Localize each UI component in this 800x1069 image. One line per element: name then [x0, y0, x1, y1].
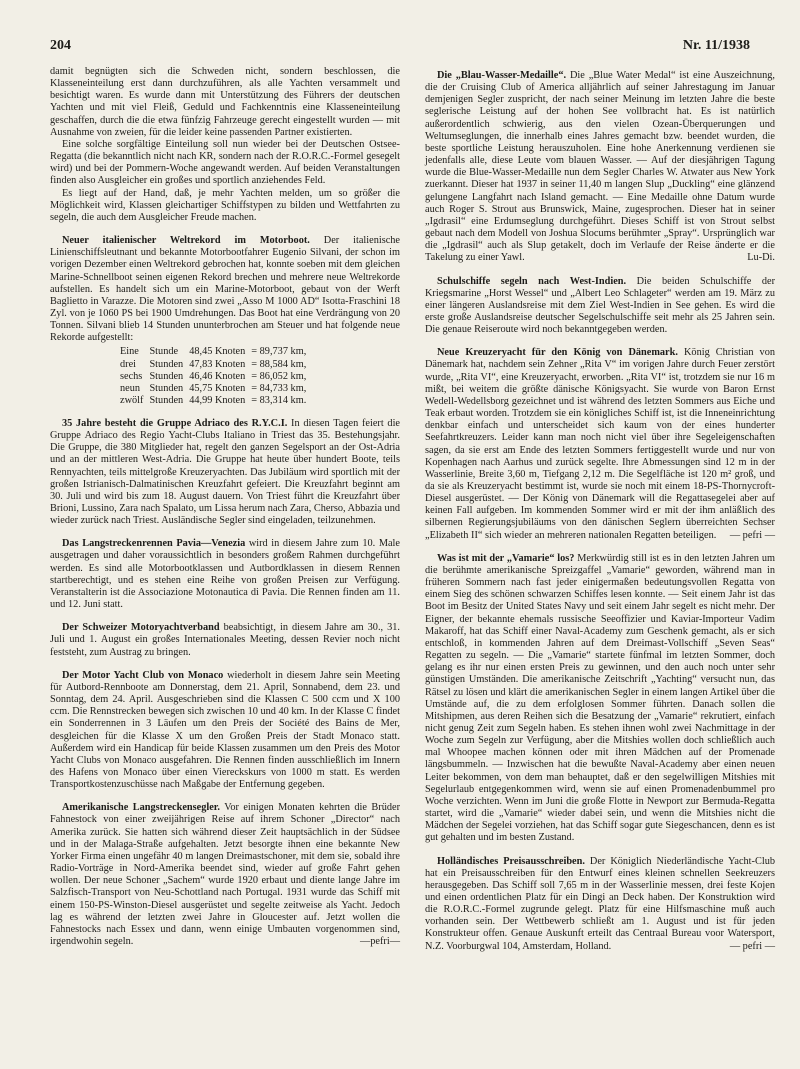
author-signature: — pefri —	[729, 940, 775, 952]
article-world-record	[50, 235, 400, 344]
author-signature: —pefri—	[359, 936, 400, 947]
table-row: sechs Stunden 46,46 Knoten = 86,052 km,	[120, 370, 307, 382]
article-text: Vor einigen Monaten kehrten die Brüder Fahnestock von einer zweijährigen Reise auf ihrem Schoner „Director“ nach Amerika zurück. Sie hatten sich während dieser Zeit hauptsächlich in der Südsee und in der Malaga-Straße aufgehalten. Jetzt besorgte ihnen eine bekannte New Yorker Firma einen ungefähr 40 m langen Dreimastschoner, mit dem sie, sobald ihre Radio-Vorträge in Nord-Amerika beendet sind, wieder auf große Fahrt gehen wollen. Der neue Schoner „Sachem“ wurde 1920 erbaut und diente lange Jahre im Salzfisch-Transport von Neu-Schottland nach Portugal. 1931 wurde das Schiff mit einem 150-PS-Winston-Diesel ausgerüstet und segelte zeitweise als Yacht. Jedoch lag es während der letzten zwei Jahre in Gloucester auf. Jetzt wollen die Fahnestocks nach Essex und dann, wenn einige Umbauten vorgenommen sind, irgendwohin segeln.	[50, 802, 400, 947]
article-american-sailors	[50, 802, 400, 948]
article-heading: Neuer italienischer Weltrekord im Motorboot.	[62, 235, 310, 247]
article-text: wiederholt in diesem Jahre sein Meeting für Autbord-Rennboote am Donnerstag, dem 21. April, Sonnabend, dem 23. und Sonntag, dem 24. April. Ausgeschrieben sind die Klassen C 500 ccm und X 100 ccm. Die Rennstrecken bewegen sich zwischen 10 und 40 km. In der Klasse C findet ein Sonderrennen in 3 Läufen um den Preis der Société des Bains de Mer, desgleichen für die Klasse X um den Großen Preis der Stadt Monaco statt. Außerdem wird ein Handicap für beide Klassen zusammen um den Preis des Motor Yacht Clubs von Monaco ausgefahren. Die Rennen finden ausschließlich im Innern des Hafens von Monaco über einen Viereckskurs von 1000 m statt. Es werden Transportkostenzuschüsse nach Maßgabe der Entfernung gegeben.	[50, 669, 400, 791]
article-heading: Amerikanische Langstreckensegler.	[62, 802, 221, 814]
table-row: zwölf Stunden 44,99 Knoten = 83,314 km.	[120, 394, 307, 406]
article-heading: Was ist mit der „Vamarie“ los?	[437, 552, 575, 564]
article-dutch-competition	[425, 856, 775, 953]
article-heading: Die „Blau-Wasser-Medaille“.	[437, 70, 567, 81]
table-row: Eine Stunde 48,45 Knoten = 89,737 km,	[120, 346, 307, 358]
article-monaco	[50, 670, 400, 792]
author-signature: Lu-Di.	[747, 252, 775, 264]
paragraph: damit begnügten sich die Schweden nicht, sondern beschlossen, die Klasseneinteilung erst dann durchzuführen, als alle Yachten versammelt und besichtigt waren. Es wurde dann mit Unterstützung des Führers der deutschen Yachten und mit viel Fleiß, Geduld und Fachkenntnis eine Klasseneinteilung geschaffen, durch die die etwa fünfzig Fahrzeuge gerecht eingestellt wurden — mit Ausnahme von zweien, für die leider keine passenden Partner existierten.	[50, 66, 400, 138]
paragraph: Eine solche sorgfältige Einteilung soll nun wieder bei der Deutschen Ostsee-Regatta (die bekanntlich nicht nach KR, sondern nach der R.O.R.C.-Formel gesegelt wird) und bei der Pommern-Woche angewandt werden. Auf beiden Veranstaltungen finden also Ausgleicher ein großes und sportlich anziehendes Feld.	[50, 138, 400, 187]
article-text: Der italienische Linienschiffsleutnant und bekannte Motorbootfahrer Eugenio Silvani, der schon im vorigen Dezember einen Weltrekord gebrochen hat, konnte soeben mit dem gleichen Marine-Schnellboot seinen eigenen Rekord brechen und mehrere neue Weltrekorde aufstellen. Es handelt sich um ein Marine-Motorboot, gebaut von der Werft Baglietto in Varazze. Die Motoren sind zwei „Asso M 1000 AD“ Isotta-Fraschini 18 Zyl. von je 1060 PS bei 1900 Umdrehungen. Das Boot hat eine Verdrängung von 20 Tonnen. Silvani blieb 14 Stunden ununterbrochen am Steuer und hat folgende neue Rekorde aufgestellt:	[50, 235, 401, 344]
paragraph: Es liegt auf der Hand, daß, je mehr Yachten melden, um so größer die Möglichkeit wird, Klassen gleichartiger Schiffstypen zu bilden und Wettfahrten zu segeln, die auch dem Ausgleicher Freude machen.	[50, 187, 400, 223]
article-training-ships	[425, 276, 775, 337]
page-number: 204	[50, 38, 71, 53]
left-column	[50, 66, 400, 948]
article-pavia-venezia	[50, 538, 400, 611]
article-heading: Schulschiffe segeln nach West-Indien.	[437, 275, 627, 287]
article-heading: Neue Kreuzeryacht für den König von Dänemark.	[437, 347, 678, 359]
article-heading: Holländisches Preisausschreiben.	[437, 855, 585, 867]
page-header	[42, 38, 758, 60]
records-table	[120, 346, 312, 406]
article-danish-king-yacht	[425, 347, 775, 542]
table-row: neun Stunden 45,75 Knoten = 84,733 km,	[120, 382, 307, 394]
article-swiss-motoryacht	[50, 622, 400, 658]
article-text: beabsichtigt, in diesem Jahre am 30., 31. Juli und 1. August ein großes Internationales Meeting, dessen Revier noch nicht feststeht, zum Austrag zu bringen.	[50, 622, 401, 658]
article-text: wird in diesem Jahre zum 10. Male ausgetragen und daher voraussichtlich in besonders großem Rahmen durchgeführt werden. Es sind alle Motorbootklassen und Autbordklassen in diesem Rennen startberechtigt, und es stehen eine Reihe von großen Preisen zur Verfügung. Veranstalterin ist die Associazione Motonautica di Pavia. Die Rennen finden am 11. und 12. Juni statt.	[50, 538, 400, 611]
article-heading: 35 Jahre besteht die Gruppe Adriaco des R.Y.C.I.	[62, 417, 288, 429]
author-signature: — pefri —	[729, 529, 775, 541]
article-blue-water-medal	[425, 70, 775, 265]
article-heading: Der Schweizer Motoryachtverband	[62, 622, 220, 634]
article-heading: Das Langstreckenrennen Pavia—Venezia	[62, 538, 246, 550]
issue-number: Nr. 11/1938	[682, 38, 750, 53]
article-text: Der Königlich Niederländische Yacht-Club hat ein Preisausschreiben für den Entwurf eines kleinen schnellen Seekreuzers herausgegeben. Das Schiff soll 7,65 m in der Wasserlinie messen, drei feste Kojen und einen ordentlichen Platz für ein Dingi an Deck haben. Der Konstruktion wird die R.O.R.C.-Formel zugrunde gelegt. Platz für eine Hilfsmaschine muß auch vorhanden sein. Der Wettbewerb schließt am 1. August und ist für jeden Konstrukteur offen. Genaue Auskunft erteilt das Centraal Bureau voor Watersport, N.Z. Voorburgwal 104, Amsterdam, Holland.	[425, 855, 775, 952]
article-text: In diesen Tagen feiert die Gruppe Adriaco des Regio Yacht-Clubs Italiano in Triest das 35. Bestehungsjahr. Die Gruppe, die 380 Mitglieder hat, regelt den ganzen Segelsport an der Ost-Adria und an der mittleren West-Adria. Die Gruppe hat heute über hundert Boote, teils Rennyachten, teils mittelgroße Kreuzeryachten. Das Jubiläum wird sportlich mit der großen Istrianisch-Dalmatinischen Kreuzfahrt gefeiert. Die Kreuzfahrt beginnt am 30. Juli und wird bis zum 18. August dauern. Von Triest führt die Kreuzfahrt über Brioni, Lussino, Zara nach Spalato, um Lissa herum nach Zara, Cherso, Abbazia und wieder zurück nach Triest. Ausländische Segler sind eingeladen, teilzunehmen.	[50, 417, 400, 527]
article-vamarie	[425, 553, 775, 845]
right-column	[425, 70, 775, 953]
article-text: Die „Blue Water Medal“ ist eine Auszeichnung, die der Cruising Club of America alljährlich auf seiner Jahrestagung im Januar demjenigen Segler zuspricht, der nach seiner Meinung im letzten Jahre die beste seglerische Leistung auf der hohen See vollbracht hat. Es ist natürlich außerordentlich schwierig, aus den vielen Ozean-Überquerungen und Weltumseglungen, die innerhalb eines Jahres gemacht bzw. beendet wurden, die beste sportliche Leistung herauszuholen. Eine hohe Anerkennung verdienen sie jedenfalls alle, diese Leute vom blauen Wasser. — Auf der diesjährigen Tagung wurde die Blue-Wasser-Medaille nun dem Segler Charles W. Atwater aus New York zuerkannt. Dieser hat 1937 in seiner 11,40 m langen Slup „Duckling“ eine glänzend gelungene Langfahrt nach Island gemacht. — Eine Medaille ohne Datum wurde auch Roger S. Strout aus Brunswick, Maine, zugesprochen. Dieser hat in seiner „Igdrasil“ eine Erdumseglung durchgeführt. Dieses Schiff ist von Strout selbst gebaut nach dem Modell von Joshua Slocums berühmter „Spray“. Ursprünglich war die „Igdrasil“ auch als Slup getakelt, doch im Verlaufe der Reise änderte er die Takelung zu einer Yawl.	[425, 70, 775, 264]
article-text: Merkwürdig still ist es in den letzten Jahren um die berühmte amerikanische Spreizgaffel „Vamarie“ geworden, während man in früheren Sommern nach fast jeder einigermaßen bedeutungsvollen Regatta von einem Sieg des schönen schwarzen Schiffes lesen konnte. — Seit einem Jahr ist das Boot im Besitz der United States Navy und seit einem Jahr segelt es nicht mehr. Der Eigner, der bekannte ehemals russische Seeoffizier und Kaviar-Importeur Vadim Makaroff, hat das Schiff einer Naval-Academy zum Geschenk gemacht, als er sich entschloß, in kommenden Jahren auf dem Dreimast-Vollschiff „Seven Seas“ Regatten zu segeln. — Die „Vamarie“ startete fünfmal im letzten Sommer, doch gelang es ihr nur einen ersten Preis zu gewinnen, und den auch noch unter sehr günstigen Umständen. Die amerikanische Zeitschrift „Yachting“ versucht nun, das Rätsel zu lösen und klärt die amerikanischen Segler in einem langen Artikel über die Umstände auf, die zu dem erfolglosen Sommer führten. Danach sollen die Mitshipmen, aus deren Reihen sich die Besatzung der „Vamarie“ rekrutiert, einfach nicht genug Zeit zum Segeln haben. Es stehen ihnen wohl zwei Nachmittage in der Woche zum Segeln zur Verfügung, aber die Mitshies wollen doch schließlich auch mal Whoopee machen können oder mit ihren Mädchen auf der Promenade längsbummeln. — Inzwischen hat die bewußte Naval-Academy aber einen neuen Leiter bekommen, von dem man behauptet, daß er den segelwilligen Mitshies mit Segelurlaub entgegenkommen wird, wenn sie auf einen Promenadenbummel pro Woche verzichten. Wenn im Juni die große Flotte in Newport zur Bermuda-Regatta startet, wird die „Vamarie“ wieder dabei sein, und wenn die Mitshies nicht die Mädchen der Segelei vorziehen, hat das Schiff sogar gute Siegeschancen, denn es ist gut gehalten und im besten Zustand.	[425, 552, 775, 844]
article-heading: Der Motor Yacht Club von Monaco	[62, 669, 224, 681]
article-adriaco	[50, 418, 400, 527]
table-row: drei Stunden 47,83 Knoten = 88,584 km,	[120, 358, 307, 370]
article-text: König Christian von Dänemark hat, nachdem sein Zehner „Rita V“ im vorigen Jahre durch Feuer zerstört wurde, „Rita VI“, eine Kreuzeryacht, erworben. „Rita VI“ ist, trotzdem sie nur 16 m mißt, bei weitem die größte dänische Königsyacht. Sie wurde von Baron Ernst Wedell-Wedellsborg gezeichnet und ist während des letzten Sommers aus Eiche und Teak erbaut worden. Trotzdem sie ein königliches Schiff ist, ist die Inneneinrichtung denkbar einfach und unterscheidet sich kaum von der eines hunderter Seefahrtkreuzers. Leider kann man noch nicht viel über ihre Segeleigenschaften sagen, da sie erst am Ende des letzten Sommers fertiggestellt wurde und nur von Kopenhagen nach Aarhus und zurück segelte. Ihre Abmessungen sind 12 m in der Wasserlinie, Breite 3,60 m, Tiefgang 2,12 m. Die Segelfläche ist 120 m² groß, und da sie als Kreuzeryacht bestimmt ist, wurde sie noch mit einem 18-PS-Thornycroft-Diesel ausgerüstet. — Der König von Dänemark will die Regattasegelei aber auf keinen Fall aufgeben. Im kommenden Sommer wird er mit der ihm anläßlich des silbernen Regierungsjubiläums von den dänischen Seglern überreichten Sechser „Elizabeth II“ sich wieder an mehreren nationalen Regatten beteiligen.	[425, 347, 776, 541]
article-text: Die beiden Schulschiffe der Kriegsmarine „Horst Wessel“ und „Albert Leo Schlageter“ werden am 19. März zu einer längeren Auslandsreise mit dem Ziel West-Indien in See gehen. Es wird die erste große Auslandsreise deutscher Segelschulschiffe seit mehr als 25 Jahren sein. Die genaue Reiseroute wird noch bekanntgegeben werden.	[425, 275, 776, 336]
